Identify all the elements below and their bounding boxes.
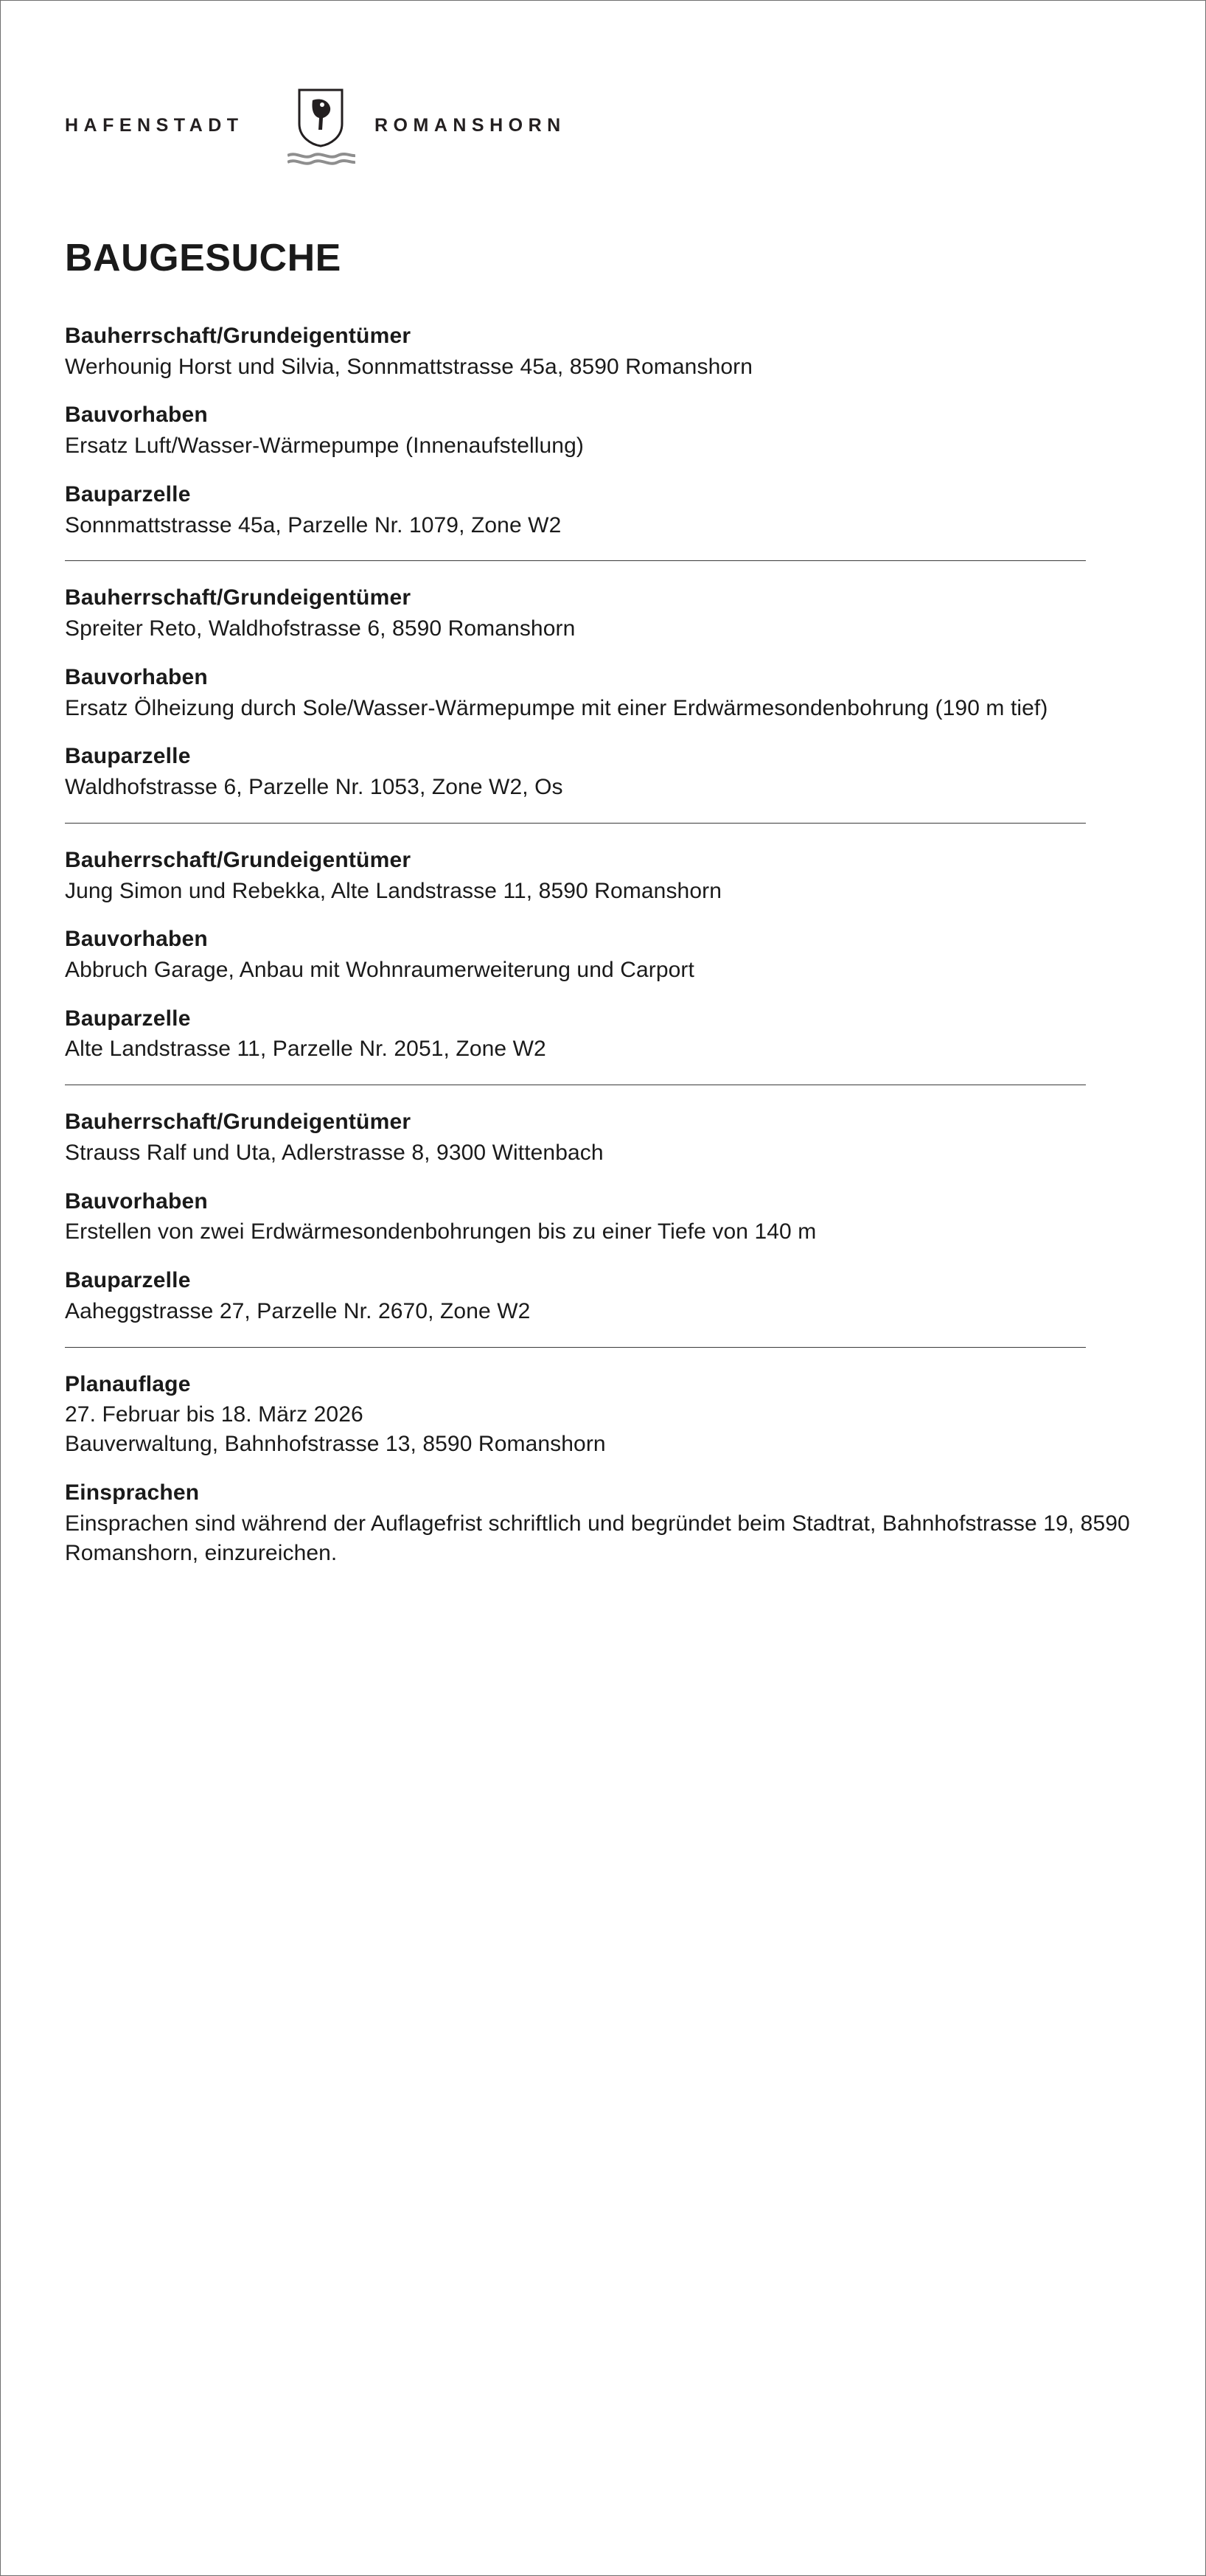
notice-footer — [65, 1370, 1141, 1568]
brand-right-word: ROMANSHORN — [374, 115, 566, 136]
field-label: Bauparzelle — [65, 1006, 191, 1031]
building-application-entry — [65, 321, 1141, 540]
field-label: Bauvorhaben — [65, 927, 208, 952]
field-label: Bauvorhaben — [65, 664, 208, 689]
field-label: Bauherrschaft/Grundeigentümer — [65, 585, 411, 610]
field-bauparzelle — [65, 1266, 1141, 1326]
brand-left-word: HAFENSTADT — [65, 115, 244, 136]
field-value: Spreiter Reto, Waldhofstrasse 6, 8590 Romanshorn — [65, 616, 576, 641]
field-label: Bauparzelle — [65, 481, 191, 507]
page-top-border — [0, 0, 1206, 1]
field-label: Bauherrschaft/Grundeigentümer — [65, 847, 411, 872]
page-title: BAUGESUCHE — [65, 237, 341, 279]
romanshorn-crest-icon — [287, 88, 355, 168]
field-bauvorhaben — [65, 663, 1141, 723]
field-bauherrschaft — [65, 583, 1141, 643]
field-bauherrschaft — [65, 321, 1141, 381]
planauflage-dates: 27. Februar bis 18. März 2026 — [65, 1402, 363, 1427]
field-bauherrschaft — [65, 1107, 1141, 1167]
field-label: Bauparzelle — [65, 1268, 191, 1293]
field-value: Erstellen von zwei Erdwärmesondenbohrungen bis zu einer Tiefe von 140 m — [65, 1219, 817, 1245]
field-einsprachen — [65, 1478, 1141, 1567]
field-bauvorhaben — [65, 925, 1141, 984]
field-planauflage — [65, 1370, 1141, 1459]
building-application-entry — [65, 846, 1141, 1064]
einsprachen-text: Einsprachen sind während der Auflagefrist schriftlich und begründet beim Stadtrat, Bahnhofstrasse 19, 8590 Romanshorn, einzureichen. — [65, 1511, 1130, 1565]
footer-divider — [65, 1347, 1086, 1348]
field-value: Sonnmattstrasse 45a, Parzelle Nr. 1079, Zone W2 — [65, 512, 562, 537]
field-label: Bauvorhaben — [65, 403, 208, 428]
field-label: Planauflage — [65, 1371, 191, 1396]
field-bauherrschaft — [65, 846, 1141, 905]
field-label: Einsprachen — [65, 1480, 200, 1505]
field-value: Alte Landstrasse 11, Parzelle Nr. 2051, Zone W2 — [65, 1037, 546, 1062]
field-label: Bauherrschaft/Grundeigentümer — [65, 1110, 411, 1135]
field-value: Strauss Ralf und Uta, Adlerstrasse 8, 9300 Wittenbach — [65, 1140, 604, 1165]
field-value: Abbruch Garage, Anbau mit Wohnraumerweiterung und Carport — [65, 957, 694, 982]
field-value: Ersatz Ölheizung durch Sole/Wasser-Wärmepumpe mit einer Erdwärmesondenbohrung (190 m tief) — [65, 695, 1048, 720]
field-value: Werhounig Horst und Silvia, Sonnmattstrasse 45a, 8590 Romanshorn — [65, 354, 753, 379]
field-label: Bauherrschaft/Grundeigentümer — [65, 324, 411, 348]
field-value: Jung Simon und Rebekka, Alte Landstrasse 11, 8590 Romanshorn — [65, 878, 722, 903]
field-bauparzelle — [65, 480, 1141, 540]
notice-body — [65, 236, 1141, 1568]
entry-divider — [65, 560, 1086, 561]
building-application-entry — [65, 1107, 1141, 1326]
planauflage-place: Bauverwaltung, Bahnhofstrasse 13, 8590 Romanshorn — [65, 1432, 606, 1457]
field-value: Aaheggstrasse 27, Parzelle Nr. 2670, Zone W2 — [65, 1298, 531, 1323]
entry-divider — [65, 823, 1086, 824]
field-bauvorhaben — [65, 400, 1141, 460]
field-bauparzelle — [65, 742, 1141, 801]
field-bauparzelle — [65, 1004, 1141, 1064]
field-label: Bauvorhaben — [65, 1188, 208, 1214]
field-bauvorhaben — [65, 1187, 1141, 1247]
building-application-entry — [65, 583, 1141, 801]
brand-header — [65, 88, 662, 177]
field-value: Waldhofstrasse 6, Parzelle Nr. 1053, Zone W2, Os — [65, 775, 563, 800]
field-value: Ersatz Luft/Wasser-Wärmepumpe (Innenaufstellung) — [65, 434, 584, 459]
field-label: Bauparzelle — [65, 744, 191, 769]
